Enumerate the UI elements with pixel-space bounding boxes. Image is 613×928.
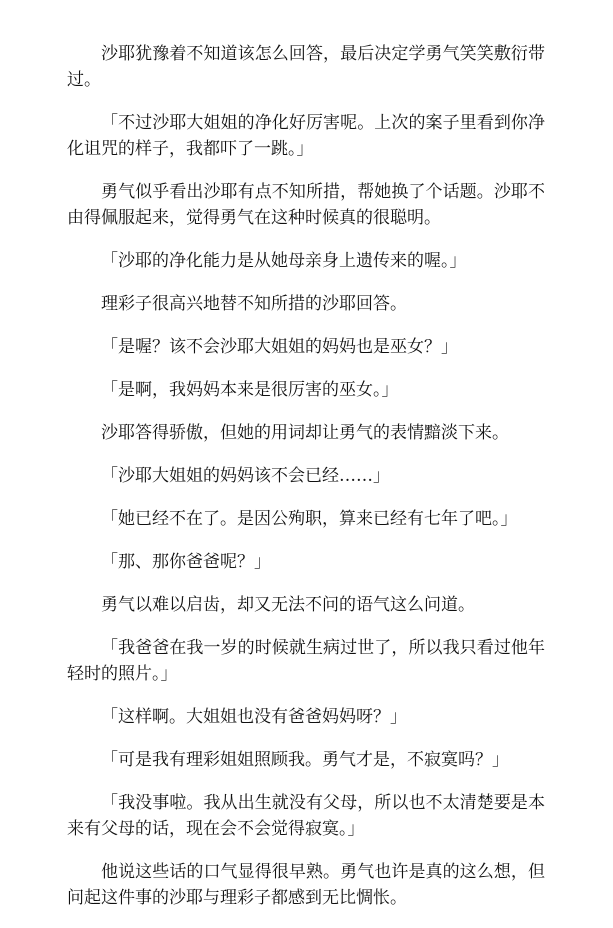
paragraph: 理彩子很高兴地替不知所措的沙耶回答。 — [101, 294, 407, 314]
paragraph: 「她已经不在了。是因公殉职，算来已经有七年了吧。」 — [101, 509, 518, 529]
paragraph: 「是喔？该不会沙耶大姐姐的妈妈也是巫女？」 — [101, 337, 458, 357]
paragraph: 「沙耶大姐姐的妈妈该不会已经……」 — [101, 466, 390, 486]
paragraph: 「我没事啦。我从出生就没有父母，所以也不太清楚要是本来有父母的话，现在会不会觉得寂寞。」 — [67, 793, 545, 839]
body-text — [67, 41, 545, 928]
paragraph: 「这样啊。大姐姐也没有爸爸妈妈呀？」 — [101, 707, 407, 727]
paragraph: 「那、那你爸爸呢？」 — [101, 552, 271, 572]
paragraph: 「是啊，我妈妈本来是很厉害的巫女。」 — [101, 380, 399, 400]
paragraph: 沙耶犹豫着不知道该怎么回答，最后决定学勇气笑笑敷衍带过。 — [67, 44, 545, 90]
paragraph: 他说这些话的口气显得很早熟。勇气也许是真的这么想，但问起这件事的沙耶与理彩子都感到无比惆怅。 — [67, 862, 545, 908]
paragraph: 沙耶答得骄傲，但她的用词却让勇气的表情黯淡下来。 — [101, 423, 509, 443]
paragraph: 勇气似乎看出沙耶有点不知所措，帮她换了个话题。沙耶不由得佩服起来，觉得勇气在这种时候真的很聪明。 — [67, 182, 545, 228]
paragraph: 「我爸爸在我一岁的时候就生病过世了，所以我只看过他年轻时的照片。」 — [67, 638, 545, 684]
paragraph: 勇气以难以启齿，却又无法不问的语气这么问道。 — [101, 595, 475, 615]
paragraph: 「可是我有理彩姐姐照顾我。勇气才是，不寂寞吗？」 — [101, 750, 509, 770]
paragraph: 「不过沙耶大姐姐的净化好厉害呢。上次的案子里看到你净化诅咒的样子，我都吓了一跳。」 — [67, 113, 545, 159]
paragraph: 「沙耶的净化能力是从她母亲身上遗传来的喔。」 — [101, 251, 467, 271]
